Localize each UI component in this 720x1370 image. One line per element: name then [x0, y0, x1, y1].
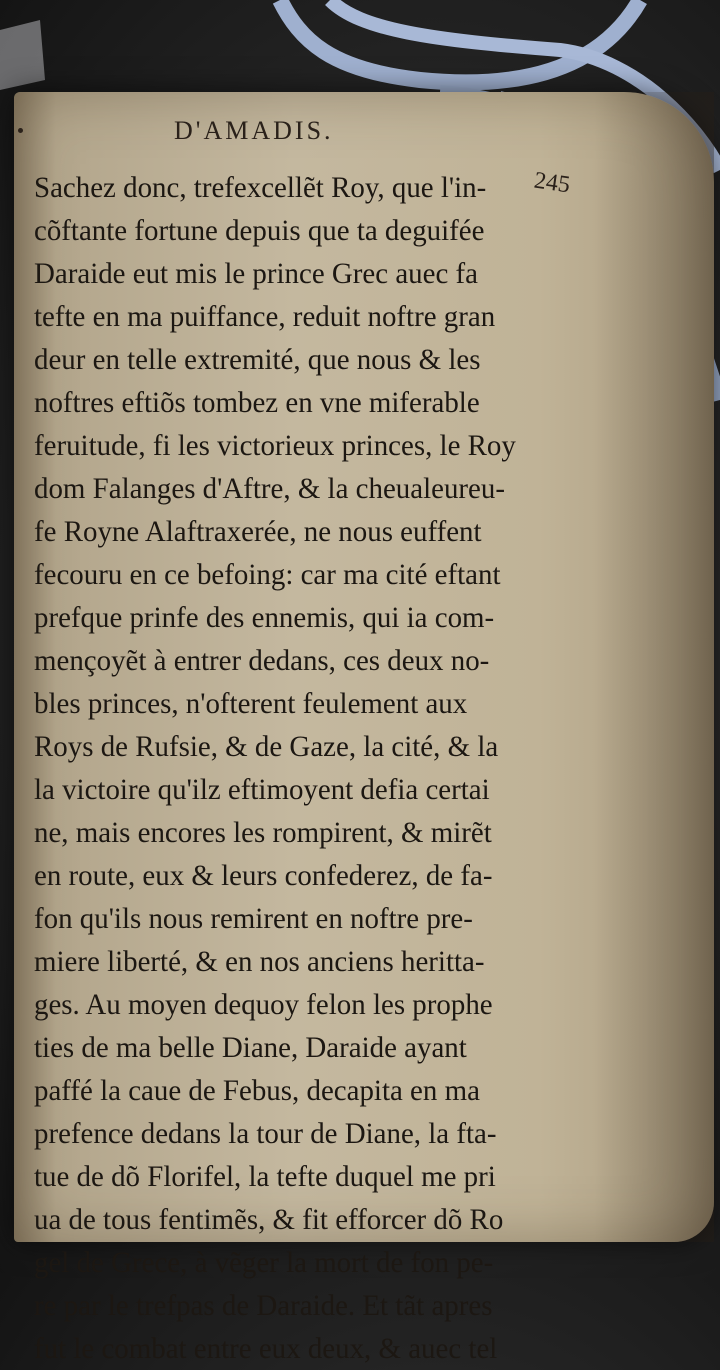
text-line: en route, eux & leurs confederez, de fa-: [34, 859, 493, 892]
book-page: [14, 92, 714, 1365]
text-line: deur en telle extremité, que nous & les: [34, 343, 481, 376]
text-line: Roys de Rufsie, & de Gaze, la cité, & la: [34, 730, 499, 763]
text-line: ua de tous fentimẽs, & fit efforcer dõ Ro: [34, 1203, 504, 1236]
text-line: paffé la caue de Febus, decapita en ma: [34, 1074, 480, 1107]
text-line: tefte en ma puiffance, reduit noftre gran: [34, 300, 496, 333]
text-line: la victoire qu'ilz eftimoyent defia certai: [34, 773, 490, 806]
text-line: miere liberté, & en nos anciens heritta-: [34, 945, 485, 978]
margin-mark: [18, 128, 23, 133]
text-line: fecouru en ce befoing: car ma cité eftant: [34, 558, 501, 591]
text-line: ne, mais encores les rompirent, & mirẽt: [34, 816, 492, 849]
text-line: feruitude, fi les victorieux princes, le Roy: [34, 429, 516, 462]
text-line: fe Royne Alaftraxerée, ne nous euffent: [34, 515, 482, 548]
text-line: bles princes, n'ofterent feulement aux: [34, 687, 468, 720]
page-number: 245: [532, 167, 572, 199]
text-line: tue de dõ Florifel, la tefte duquel me pri: [34, 1160, 496, 1193]
text-line: prefence dedans la tour de Diane, la fta-: [34, 1117, 497, 1150]
text-line: fut le combat entre eux deux, & auec tel: [34, 1332, 498, 1365]
running-head: D'AMADIS.: [174, 116, 334, 145]
text-line: re par le trefpas de Daraide. Et tãt apres: [34, 1289, 493, 1322]
text-block: [34, 166, 594, 1370]
text-line: cõftante fortune depuis que ta deguifée: [34, 214, 485, 247]
text-line: Daraide eut mis le prince Grec auec fa: [34, 257, 478, 290]
text-line: fon qu'ils nous remirent en noftre pre-: [34, 902, 473, 935]
text-line: ges. Au moyen dequoy felon les prophe: [34, 988, 493, 1021]
text-line: ties de ma belle Diane, Daraide ayant: [34, 1031, 467, 1064]
text-line: Sachez donc, trefexcellẽt Roy, que l'in-: [34, 171, 487, 204]
text-line: gel de Grece, à vẽger la mort de fon pe-: [34, 1246, 494, 1279]
text-line: mençoyẽt à entrer dedans, ces deux no-: [34, 644, 490, 677]
text-line: noftres eftiõs tombez en vne miferable: [34, 386, 480, 419]
text-line: prefque prinfe des ennemis, qui ia com-: [34, 601, 495, 634]
text-line: dom Falanges d'Aftre, & la cheualeureu-: [34, 472, 505, 505]
cloth-fold: [0, 20, 45, 90]
